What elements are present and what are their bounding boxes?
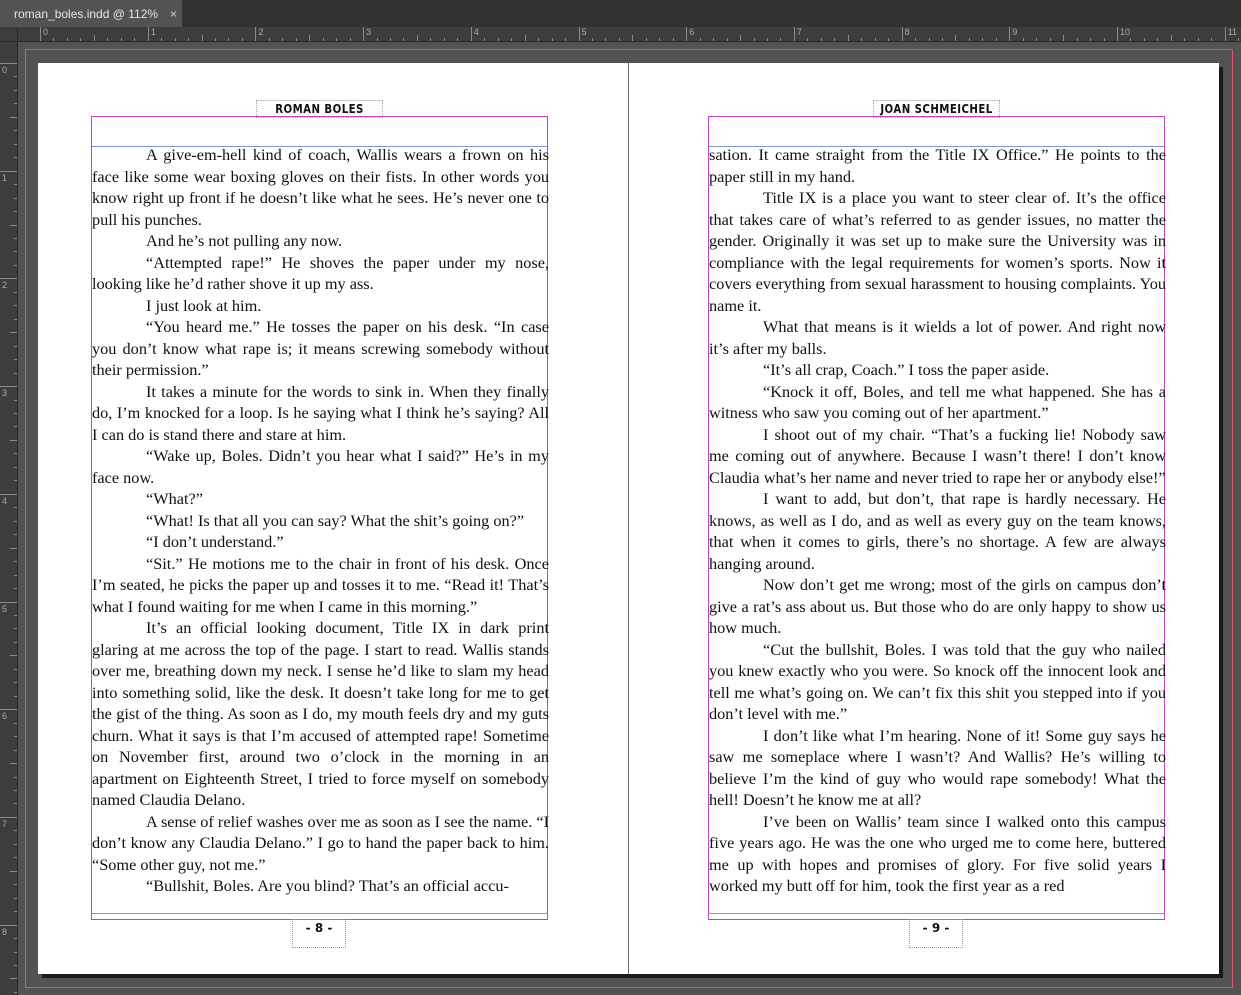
text-frame-right[interactable] (708, 116, 1165, 920)
close-icon[interactable]: × (170, 6, 178, 21)
ruler-subtick (740, 35, 741, 42)
ruler-subtick (10, 332, 18, 333)
ruler-tick (0, 386, 18, 387)
document-tab-title[interactable]: roman_boles.indd @ 112% (14, 6, 159, 21)
paragraph[interactable]: “You heard me.” He tosses the paper on his desk. “In case you don’t know what rape is; it means screwing somebody without their permission.” (92, 317, 549, 379)
paragraph[interactable]: I want to add, but don’t, that rape is hardly necessary. He knows, as well as I do, and as well as every guy on the team knows, that when it comes to girls, there’s no shortage. A few are always hanging around. (709, 489, 1166, 573)
ruler-subtick (10, 548, 18, 549)
ruler-tick (686, 27, 687, 42)
paragraph[interactable]: “What! Is that all you can say? What the shit’s going on?” (146, 510, 525, 530)
ruler-tick (579, 27, 580, 42)
ruler-tick (255, 27, 256, 42)
paragraph[interactable]: “Sit.” He motions me to the chair in front of his desk. Once I’m seated, he picks the paper up and tosses it to me. “Read it! That’s what I found waiting for me when I came in this morning.” (92, 553, 549, 616)
ruler-subtick (955, 35, 956, 42)
ruler-subtick (10, 978, 18, 979)
ruler-tick (0, 602, 18, 603)
ruler-label: 8 (904, 27, 910, 37)
ruler-tick (0, 817, 18, 818)
ruler-tick (0, 278, 18, 279)
ruler-label: 6 (689, 27, 695, 37)
paragraph[interactable]: I’ve been on Wallis’ team since I walked onto this campus five years ago. He was the one who urged me to come here, buttered me up with hopes and promises of glory. For five solid years I worked my butt off for him, took the first year as a red (709, 811, 1166, 895)
ruler-label: 3 (366, 27, 372, 37)
horizontal-ruler[interactable] (18, 27, 1241, 42)
page-number-right[interactable]: - 9 - (909, 919, 963, 948)
page-number-left[interactable]: - 8 - (292, 919, 346, 948)
ruler-tick (363, 27, 364, 42)
ruler-subtick (848, 35, 849, 42)
ruler-label: 7 (2, 818, 8, 829)
ruler-label: 6 (2, 711, 8, 722)
ruler-label: 3 (2, 388, 8, 399)
ruler-subtick (10, 763, 18, 764)
ruler-label: 2 (2, 280, 8, 291)
ruler-tick (0, 63, 18, 64)
ruler-label: 11 (1227, 27, 1238, 37)
ruler-subtick (632, 35, 633, 42)
ruler-tick (471, 27, 472, 42)
ruler-tick (0, 494, 18, 495)
ruler-tick (0, 925, 18, 926)
paragraph[interactable]: “Cut the bullshit, Boles. I was told that the guy who nailed you knew exactly who you were. So knock off the innocent look and tell me what’s going on. We can’t fix this shit you stepped into if you don’t level with me.” (709, 639, 1166, 723)
text-frame-left[interactable] (91, 116, 548, 920)
body-text-right[interactable] (709, 144, 1166, 897)
paragraph[interactable]: “What?” (146, 489, 203, 508)
ruler-label: 1 (2, 172, 8, 183)
paragraph[interactable]: I don’t like what I’m hearing. None of it! Some guy says he saw me someplace where I wasn’t? And Wallis? He’s willing to believe I’m the kind of guy who would rape somebody! What the hell! Doesn’t he know me at all? (709, 725, 1166, 809)
ruler-tick (794, 27, 795, 42)
ruler-origin[interactable] (0, 27, 18, 42)
paragraph[interactable]: “Attempted rape!” He shoves the paper under my nose, looking like he’d rather shove it up my ass. (92, 252, 549, 293)
paragraph[interactable]: And he’s not pulling any now. (146, 231, 343, 250)
paragraph[interactable]: It’s an official looking document, Title IX in dark print glaring at me across the top of the page. I start to read. Wallis stands over me, breathing down my neck. I sense he’d like to slam my head into something solid, like the desk. It doesn’t take long for me to get the gist of the thing. As soon as I do, my mouth feels dry and my guts churn. What it says is that I’m accused of attempted rape! Sometime on November first, around two o’clock in the morning in an apartment on Eighteenth Street, I tried to force myself on somebody named Claudia Delano. (92, 618, 549, 809)
running-head-right[interactable]: JOAN SCHMEICHEL (873, 100, 1000, 118)
ruler-label: 5 (581, 27, 587, 37)
ruler-subtick (1171, 35, 1172, 42)
ruler-subtick (10, 871, 18, 872)
body-text-left[interactable] (92, 144, 549, 897)
paragraph[interactable]: Now don’t get me wrong; most of the girls on campus don’t give a rat’s ass about us. But those who do are only happy to show us how much. (709, 575, 1166, 637)
paragraph[interactable]: “Knock it off, Boles, and tell me what happened. She has a witness who saw you coming out of her apartment.” (709, 381, 1166, 422)
ruler-subtick (94, 35, 95, 42)
ruler-label: 4 (473, 27, 479, 37)
ruler-subtick (10, 117, 18, 118)
paragraph[interactable]: What that means is it wields a lot of power. And right now it’s after my balls. (709, 317, 1166, 358)
ruler-subtick (1063, 35, 1064, 42)
ruler-label: 9 (1012, 27, 1018, 37)
vertical-ruler[interactable] (0, 42, 18, 995)
paragraph[interactable]: sation. It came straight from the Title IX Office.” He points to the paper still in my hand. (709, 145, 1166, 186)
paragraph[interactable]: “I don’t understand.” (146, 532, 284, 551)
ruler-label: 0 (43, 27, 49, 37)
ruler-tick (902, 27, 903, 42)
ruler-subtick (202, 35, 203, 42)
ruler-label: 10 (1120, 27, 1131, 37)
margin-guide (709, 913, 1164, 914)
ruler-label: 0 (2, 65, 8, 75)
ruler-subtick (417, 35, 418, 42)
margin-guide (92, 913, 547, 914)
paragraph[interactable]: “Bullshit, Boles. Are you blind? That’s an official accu- (146, 876, 509, 895)
paragraph[interactable]: “It’s all crap, Coach.” I toss the paper aside. (763, 360, 1050, 379)
ruler-label: 7 (796, 27, 802, 37)
ruler-tick (1009, 27, 1010, 42)
paragraph[interactable]: I shoot out of my chair. “That’s a fucking lie! Nobody saw me coming out of anywhere. Because I wasn’t there! I don’t know Claudia what’s her name and never tried to rape her or anybody else!” (709, 424, 1166, 487)
paragraph[interactable]: “Wake up, Boles. Didn’t you hear what I said?” He’s in my face now. (92, 446, 549, 487)
paragraph[interactable]: It takes a minute for the words to sink in. When they finally do, I’m knocked for a loop. Is he saying what I think he’s saying? All I can do is stand there and stare at him. (92, 381, 549, 444)
ruler-subtick (525, 35, 526, 42)
ruler-tick (0, 171, 18, 172)
ruler-label: 1 (150, 27, 156, 37)
running-head-left[interactable]: ROMAN BOLES (256, 100, 383, 118)
spread-spine (628, 63, 629, 974)
paragraph[interactable]: A sense of relief washes over me as soon as I see the name. “I don’t know any Claudia Delano.” I go to hand the paper back to him. “Some other guy, not me.” (92, 811, 549, 874)
ruler-label: 5 (2, 603, 8, 614)
ruler-label: 4 (2, 495, 8, 506)
paragraph[interactable]: I just look at him. (146, 295, 262, 315)
document-tab-bar (0, 0, 1241, 27)
document-tab[interactable] (0, 0, 182, 27)
ruler-label: 2 (258, 27, 264, 37)
ruler-label: 8 (2, 926, 8, 937)
ruler-subtick (10, 225, 18, 226)
ruler-tick (1117, 27, 1118, 42)
ruler-tick (40, 27, 41, 42)
ruler-tick (148, 27, 149, 42)
ruler-subtick (10, 655, 18, 656)
paragraph[interactable]: Title IX is a place you want to steer clear of. It’s the office that takes care of what’s referred to as gender issues, no matter the gender. Originally it was set up to make sure the University was in compliance with the legal requirements for women’s sports. Now it covers everything from sexual harassment to housing complaints. You name it. (709, 188, 1166, 315)
ruler-tick (0, 709, 18, 710)
ruler-subtick (309, 35, 310, 42)
ruler-tick (1225, 27, 1226, 42)
ruler-subtick (10, 440, 18, 441)
paragraph[interactable]: A give-em-hell kind of coach, Wallis wears a frown on his face like some wear boxing gloves on their fists. In other words you know right up front if he doesn’t like what he sees. He’s never one to pull his punches. (92, 145, 549, 229)
